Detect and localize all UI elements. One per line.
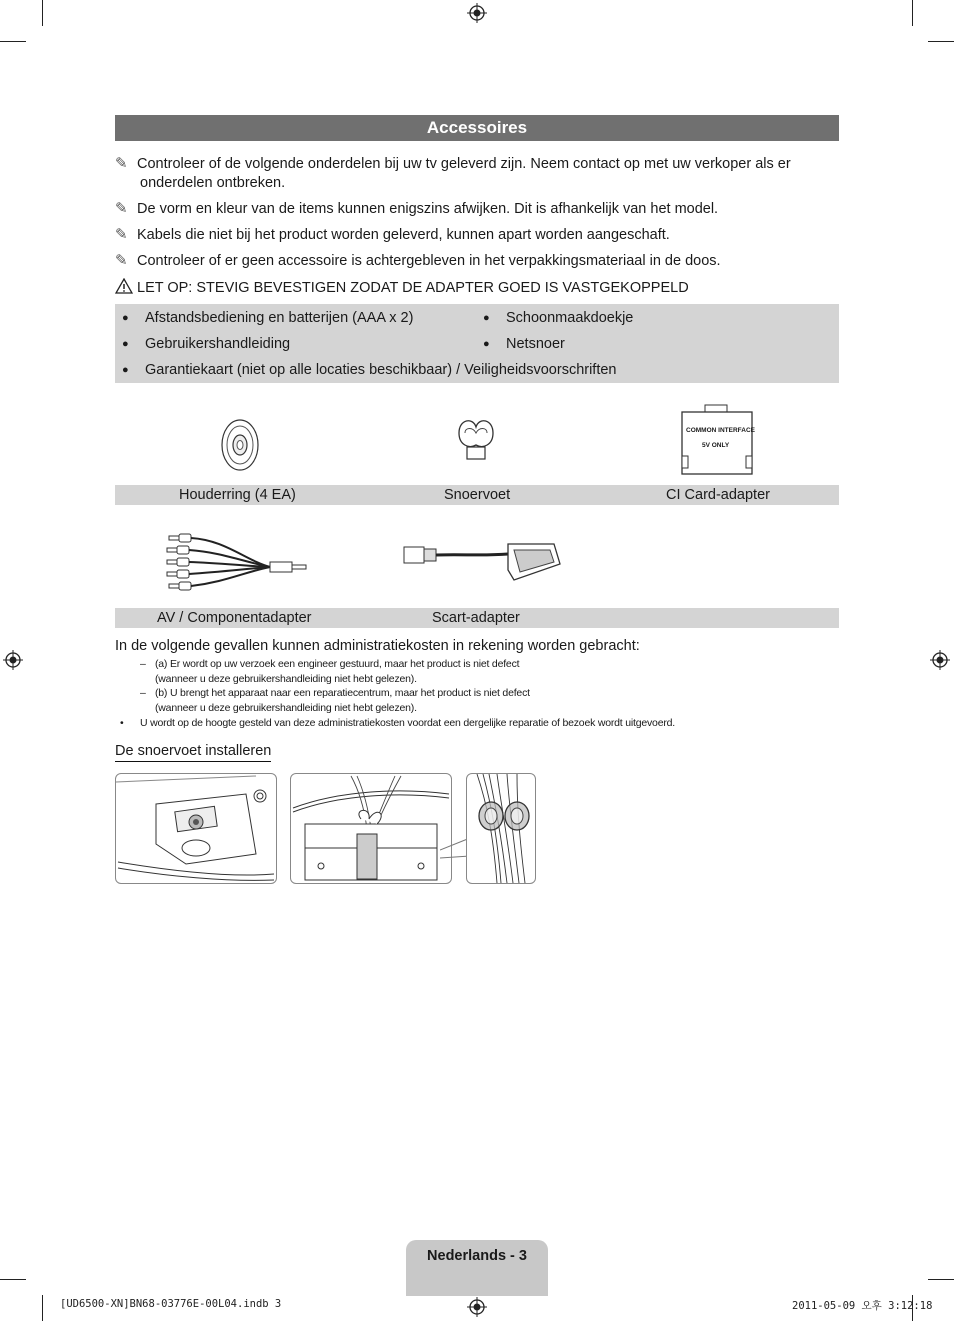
install-step-3-figure: [466, 773, 536, 884]
install-step-2-figure: [290, 773, 452, 884]
holder-ring-label: Houderring (4 EA): [179, 487, 296, 503]
pencil-icon: ✎: [115, 155, 128, 172]
scart-label: Scart-adapter: [432, 610, 520, 626]
note-3: ✎ Kabels die niet bij het product worden geleverd, kunnen apart worden aangeschaft.: [115, 226, 670, 243]
admin-costs-intro: In de volgende gevallen kunnen administratiekosten in rekening worden gebracht:: [115, 638, 640, 654]
cable-holder-image: [453, 415, 499, 463]
install-heading: De snoervoet installeren: [115, 743, 271, 762]
registration-mark-left: [3, 650, 23, 670]
pencil-icon: ✎: [115, 200, 128, 217]
warning-icon: [115, 278, 137, 296]
admin-case-b: (b) U brengt het apparaat naar een reparatiecentrum, maar het product is niet defect: [155, 687, 530, 699]
print-date-info: 2011-05-09 오후 3:12:18: [792, 1300, 933, 1312]
cable-holder-label: Snoervoet: [444, 487, 511, 503]
included-items-list: ● Afstandsbediening en batterijen (AAA x 2) ● Schoonmaakdoekje ● Gebruikershandleiding ● Netsnoer ● Garantiekaart (niet op alle locaties beschikbaar) / Veiligheidsvoorschriften: [115, 304, 839, 383]
section-title: Accessoires: [115, 115, 839, 141]
admin-case-a: (a) Er wordt op uw verzoek een engineer gestuurd, maar het product is niet defect: [155, 658, 520, 670]
admin-notice: U wordt op de hoogte gesteld van deze administratiekosten voordat een dergelijke reparatie of bezoek wordt uitgevoerd.: [140, 717, 675, 729]
registration-mark-bottom: [467, 1297, 487, 1317]
ci-card-adapter-image: COMMON INTERFACE 5V ONLY: [680, 404, 754, 476]
note-4: ✎ Controleer of er geen accessoire is achtergebleven in het verpakkingsmateriaal in de doos.: [115, 252, 721, 269]
scart-adapter-image: [402, 540, 562, 586]
pencil-icon: ✎: [115, 226, 128, 243]
av-component-adapter-image: [165, 530, 310, 596]
page-number-tab: Nederlands - 3: [406, 1240, 548, 1296]
caution-note: LET OP: STEVIG BEVESTIGEN ZODAT DE ADAPTER GOED IS VASTGEKOPPELD: [115, 278, 689, 296]
av-component-label: AV / Componentadapter: [157, 610, 312, 626]
print-file-info: [UD6500-XN]BN68-03776E-00L04.indb 3: [60, 1298, 282, 1310]
holder-ring-image: [219, 418, 261, 472]
note-1: ✎ Controleer of de volgende onderdelen bij uw tv geleverd zijn. Neem contact op met uw verkoper als er onderdelen ontbreken.: [115, 155, 791, 191]
note-2: ✎ De vorm en kleur van de items kunnen enigszins afwijken. Dit is afhankelijk van het model.: [115, 200, 719, 217]
registration-mark-right: [930, 650, 950, 670]
ci-card-label: CI Card-adapter: [666, 487, 770, 503]
accessory-labels-row-2: [115, 608, 839, 628]
install-step-1-figure: [115, 773, 277, 884]
accessory-labels-row-1: [115, 485, 839, 505]
registration-mark-top: [467, 3, 487, 23]
pencil-icon: ✎: [115, 252, 128, 269]
